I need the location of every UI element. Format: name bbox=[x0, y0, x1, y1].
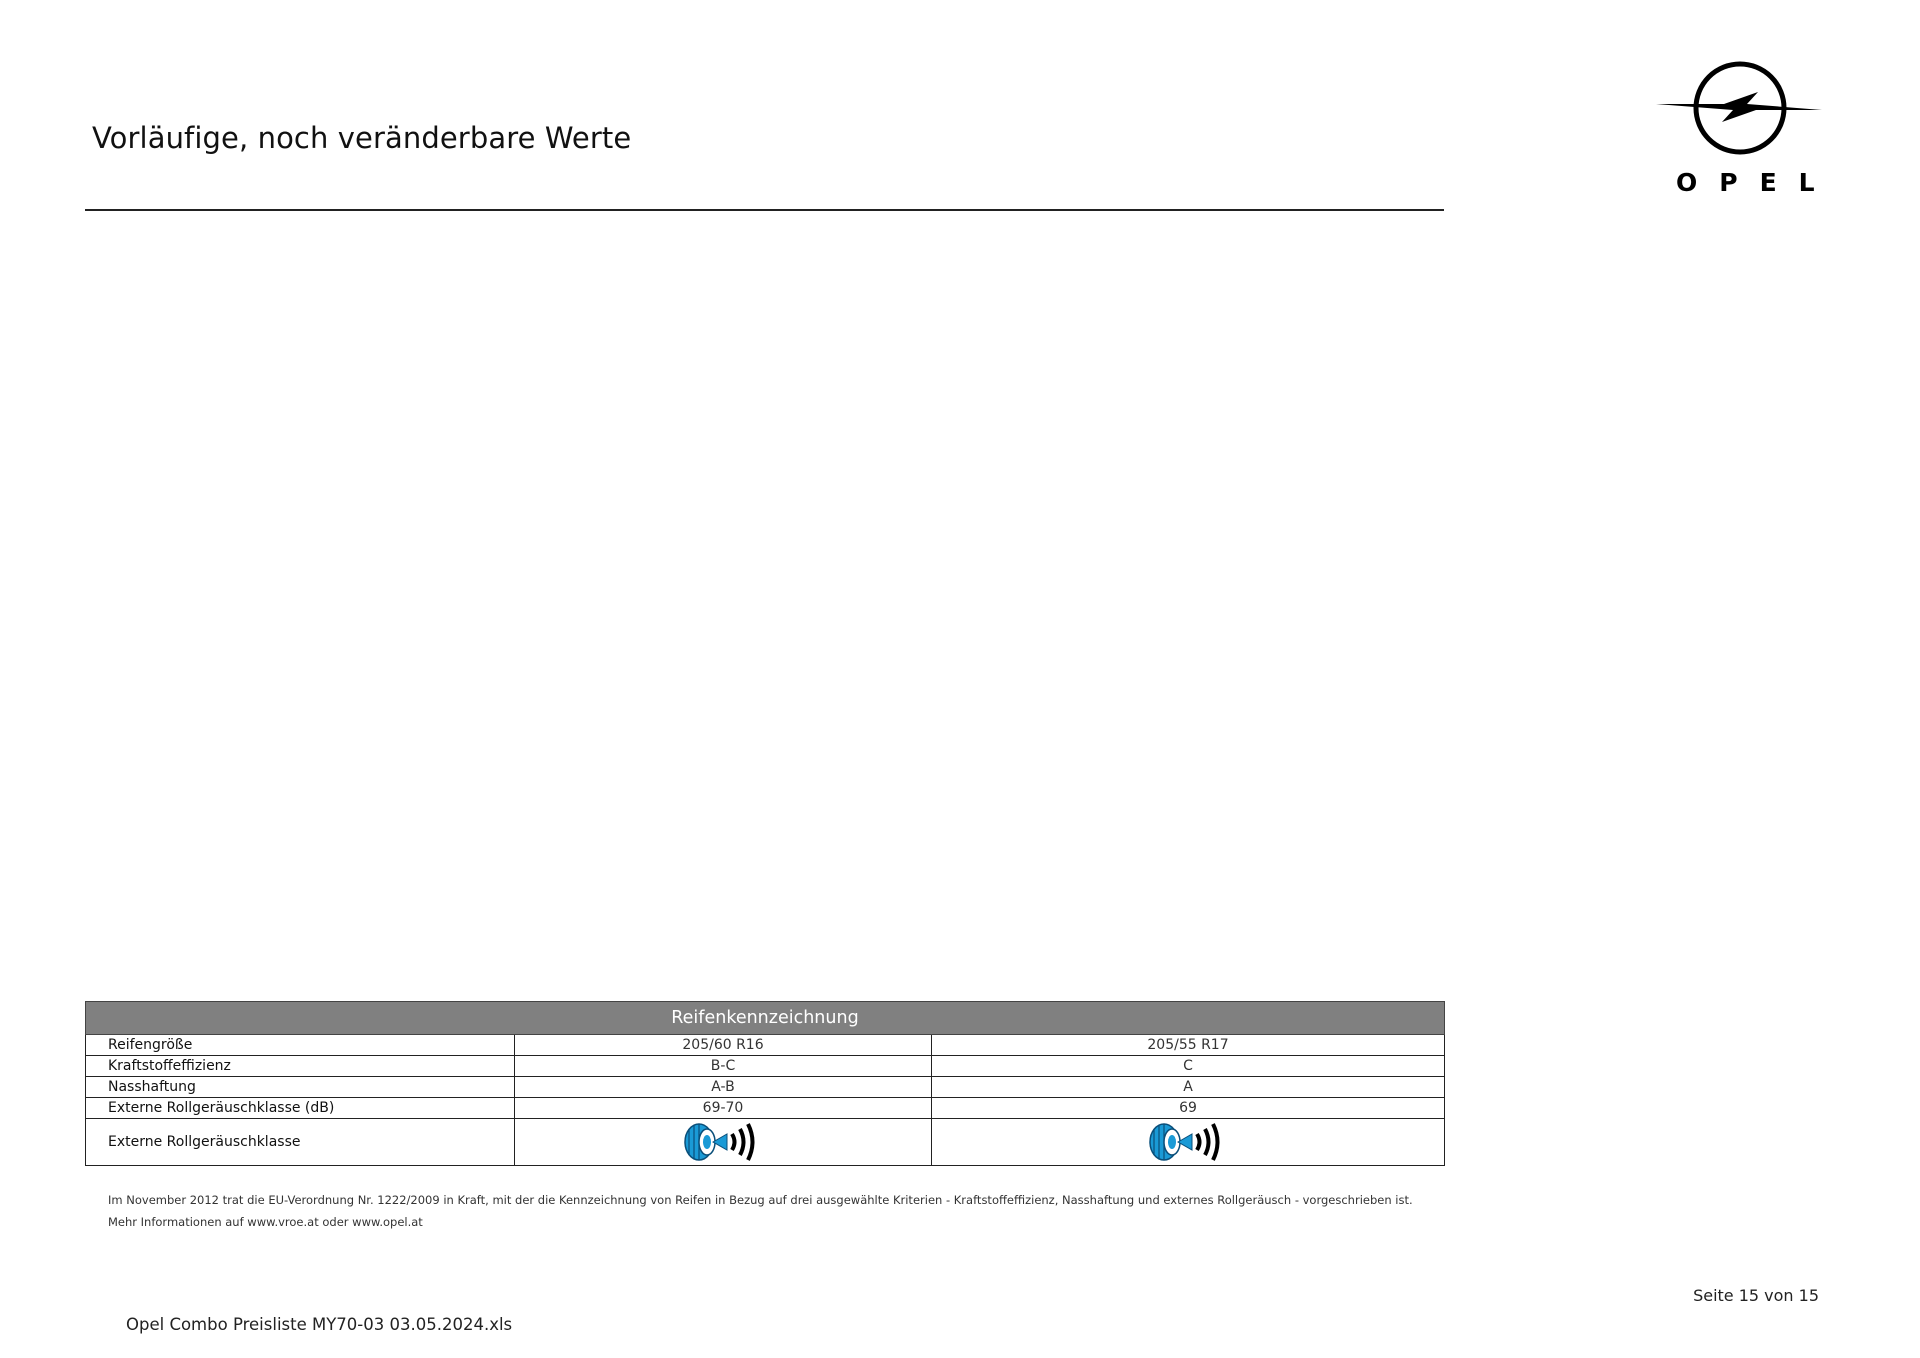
regulation-note: Im November 2012 trat die EU-Verordnung Nr. 1222/2009 in Kraft, mit der die Kennzeichnung von Reifen in Bezug auf drei ausgewählte Kriterien - Kraftstoffeffizienz, Nasshaftung und externes Rollgeräusch - vorgeschrieben ist. bbox=[108, 1193, 1413, 1207]
tire-noise-class-icon bbox=[683, 1121, 763, 1163]
table-row bbox=[86, 1035, 1445, 1056]
row-label: Kraftstoffeffizienz bbox=[86, 1056, 515, 1077]
cell-value: A bbox=[932, 1077, 1445, 1098]
row-label: Reifengröße bbox=[86, 1035, 515, 1056]
cell-value: 69-70 bbox=[515, 1098, 932, 1119]
header-divider bbox=[85, 209, 1444, 211]
opel-logo bbox=[1654, 60, 1837, 200]
page-number: Seite 15 von 15 bbox=[1693, 1286, 1819, 1305]
cell-value: B-C bbox=[515, 1056, 932, 1077]
row-label: Externe Rollgeräuschklasse bbox=[86, 1119, 515, 1166]
cell-value: A-B bbox=[515, 1077, 932, 1098]
row-label: Nasshaftung bbox=[86, 1077, 515, 1098]
cell-value: 69 bbox=[932, 1098, 1445, 1119]
page-title: Vorläufige, noch veränderbare Werte bbox=[92, 121, 632, 155]
table-row bbox=[86, 1098, 1445, 1119]
cell-value: 205/55 R17 bbox=[932, 1035, 1445, 1056]
tire-label-table bbox=[85, 1001, 1445, 1166]
opel-blitz-logo-icon bbox=[1654, 60, 1826, 160]
tire-noise-class-icon bbox=[1148, 1121, 1228, 1163]
cell-value: C bbox=[932, 1056, 1445, 1077]
info-note: Mehr Informationen auf www.vroe.at oder www.opel.at bbox=[108, 1215, 423, 1229]
row-label: Externe Rollgeräuschklasse (dB) bbox=[86, 1098, 515, 1119]
cell-value: 205/60 R16 bbox=[515, 1035, 932, 1056]
logo-wordmark: OPEL bbox=[1676, 168, 1837, 197]
table-row bbox=[86, 1056, 1445, 1077]
table-row bbox=[86, 1119, 1445, 1166]
cell-icon bbox=[932, 1119, 1445, 1166]
cell-icon bbox=[515, 1119, 932, 1166]
footer-filename: Opel Combo Preisliste MY70-03 03.05.2024.xls bbox=[126, 1315, 513, 1334]
table-title: Reifenkennzeichnung bbox=[86, 1002, 1445, 1035]
table-row bbox=[86, 1077, 1445, 1098]
